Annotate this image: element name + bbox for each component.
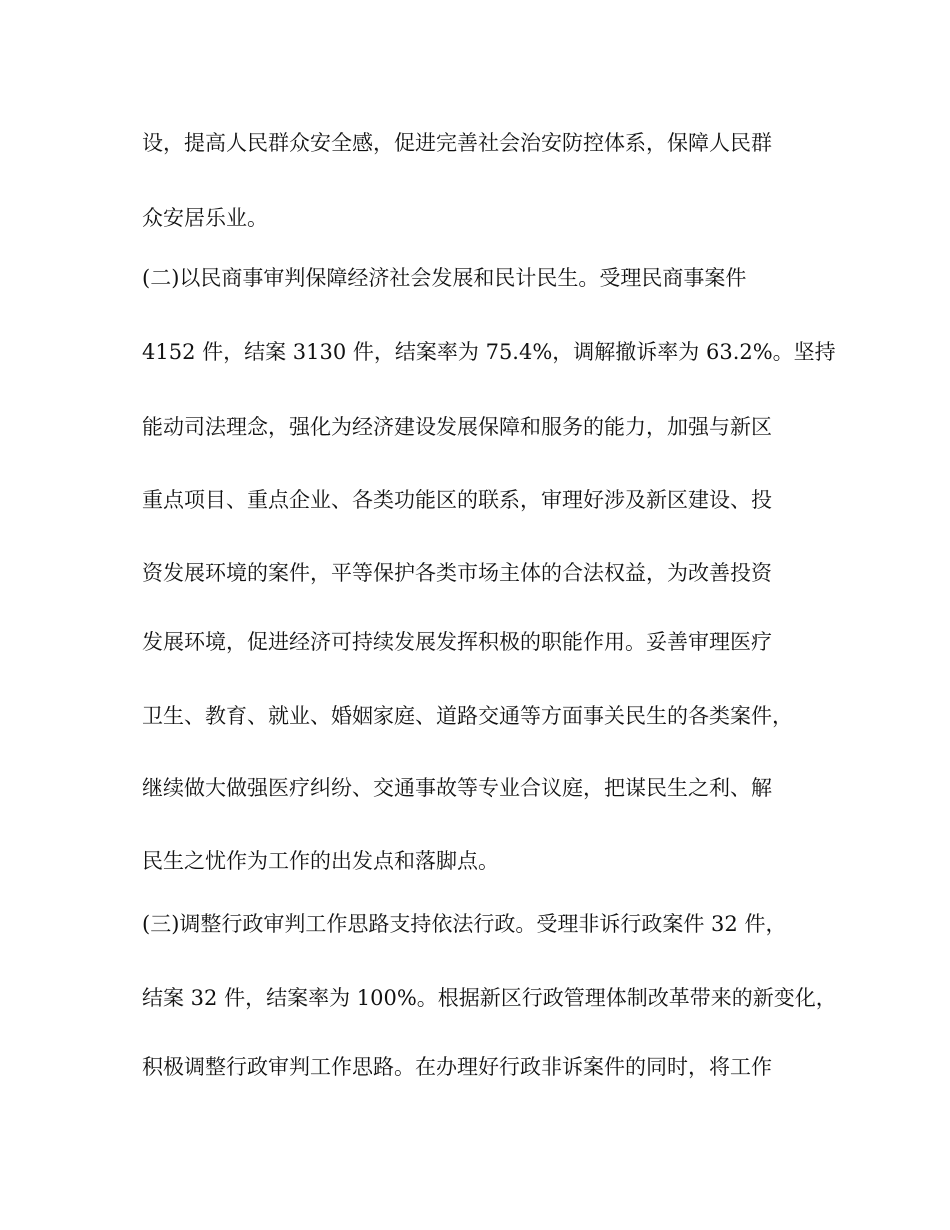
text-line: 资发展环境的案件，平等保护各类市场主体的合法权益，为改善投资 (142, 561, 772, 585)
text-line: 重点项目、重点企业、各类功能区的联系，审理好涉及新区建设、投 (142, 488, 772, 512)
text-line: 继续做大做强医疗纠纷、交通事故等专业合议庭，把谋民生之利、解 (142, 776, 772, 800)
text-line: 卫生、教育、就业、婚姻家庭、道路交通等方面事关民生的各类案件， (142, 704, 793, 728)
text-line: (三)调整行政审判工作思路支持依法行政。受理非诉行政案件 32 件， (142, 912, 787, 936)
text-line: 发展环境，促进经济可持续发展发挥积极的职能作用。妥善审理医疗 (142, 630, 772, 654)
text-line: 民生之忧作为工作的出发点和落脚点。 (142, 849, 499, 873)
text-line: 积极调整行政审判工作思路。在办理好行政非诉案件的同时，将工作 (142, 1055, 772, 1079)
text-line: 能动司法理念，强化为经济建设发展保障和服务的能力，加强与新区 (142, 415, 772, 439)
text-line: 设，提高人民群众安全感，促进完善社会治安防控体系，保障人民群 (142, 131, 772, 155)
text-line: 4152 件，结案 3130 件，结案率为 75.4%，调解撤诉率为 63.2%。坚持 (142, 340, 836, 364)
text-line: 结案 32 件，结案率为 100%。根据新区行政管理体制改革带来的新变化， (142, 986, 837, 1010)
text-line: (二)以民商事审判保障经济社会发展和民计民生。受理民商事案件 (142, 266, 747, 290)
text-line: 众安居乐业。 (142, 206, 268, 230)
